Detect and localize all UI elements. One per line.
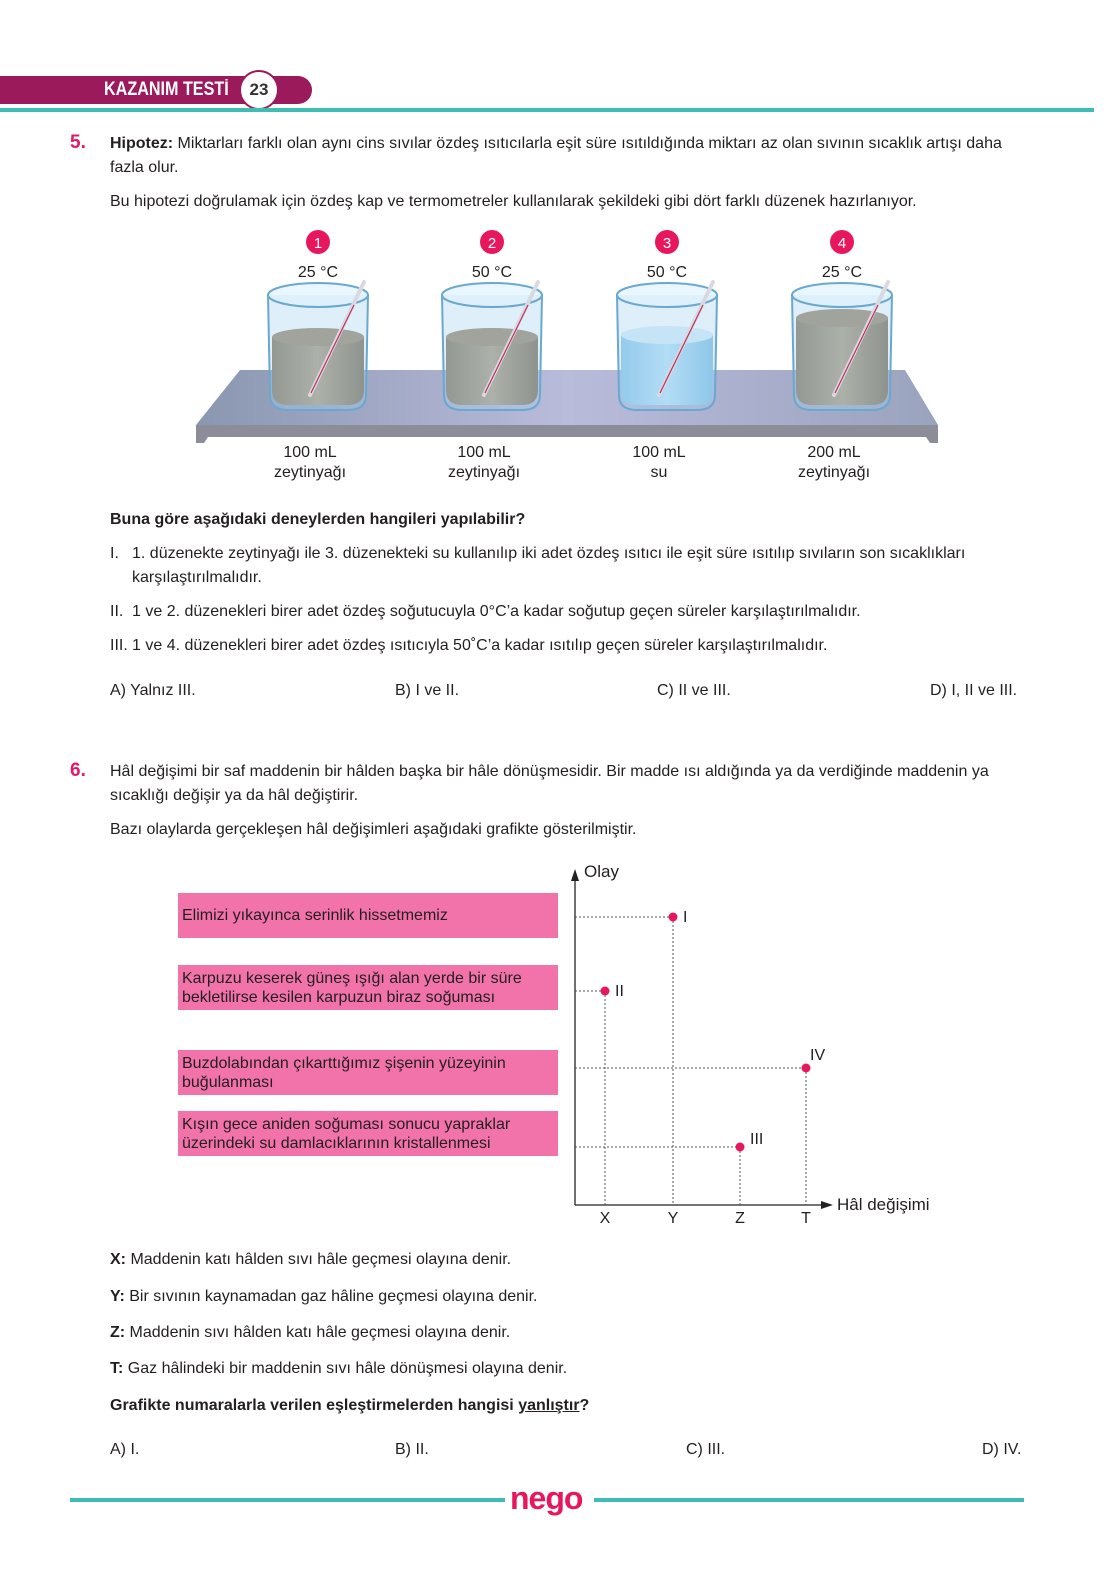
liquid-name: zeytinyağı: [797, 464, 871, 481]
def-text: Maddenin sıvı hâlden katı hâle geçmesi olayına denir.: [125, 1324, 511, 1341]
table-front: [196, 425, 938, 443]
x-tick-label: X: [599, 1210, 611, 1227]
point-label: I: [683, 909, 688, 926]
def-x: [110, 1248, 1025, 1272]
x-tick-label: Z: [735, 1210, 745, 1227]
q5-option-d[interactable]: D) I, II ve III.: [930, 682, 1018, 699]
x-tick-label: T: [801, 1210, 811, 1227]
beaker-setup-1: [268, 230, 368, 410]
q5-option-a[interactable]: A) Yalnız III.: [110, 682, 196, 699]
footer-line-right: [594, 1498, 1024, 1502]
beaker: [617, 295, 717, 410]
def-z: [110, 1321, 1025, 1345]
test-number-badge: 23: [239, 70, 279, 110]
beaker: [442, 295, 542, 410]
setup-number: 1: [313, 235, 323, 252]
statement-num: I.: [110, 545, 119, 562]
x-tick-label: Y: [667, 1210, 679, 1227]
def-text: Gaz hâlindeki bir maddenin sıvı hâle dönüşmesi olayına denir.: [123, 1360, 568, 1377]
statement-iii: [110, 634, 1025, 658]
beaker-setup-4: [792, 230, 892, 410]
question-6-number: 6.: [70, 760, 86, 781]
statement-i: [110, 542, 1025, 590]
def-key: X:: [110, 1251, 126, 1268]
event-box-2: Karpuzu keserek güneş ışığı alan yerde bir süre bekletilirse kesilen karpuzun biraz soğuması: [178, 965, 558, 1010]
question-5-number: 5.: [70, 132, 86, 153]
q5-hypothesis: [110, 132, 1025, 180]
liquid-amount: 100 mL: [632, 444, 686, 461]
liquid-amount: 100 mL: [283, 444, 337, 461]
q6-option-d[interactable]: D) IV.: [982, 1441, 1022, 1458]
x-axis-arrow: [821, 1201, 833, 1209]
initial-temperature: 50 °C: [471, 264, 513, 281]
setup-label: [599, 443, 719, 483]
q6-intro2: Bazı olaylarda gerçekleşen hâl değişimleri aşağıdaki grafikte gösterilmiştir.: [110, 821, 637, 838]
def-t: [110, 1357, 1025, 1381]
event-box-4: Kışın gece aniden soğuması sonucu yapraklar üzerindeki su damlacıklarının kristallenmesi: [178, 1111, 558, 1156]
data-point-I: [669, 913, 678, 922]
beaker: [792, 295, 892, 410]
setup-number: 4: [837, 235, 847, 252]
q5-question: Buna göre aşağıdaki deneylerden hangileri yapılabilir?: [110, 511, 526, 528]
point-label: III: [750, 1131, 764, 1148]
liquid-amount: 100 mL: [457, 444, 511, 461]
initial-temperature: 25 °C: [821, 264, 863, 281]
initial-temperature: 25 °C: [297, 264, 339, 281]
q5-statements: [110, 542, 1025, 658]
statement-text: 1 ve 2. düzenekleri birer adet özdeş soğutucuyla 0°C’a kadar soğutup geçen süreler karşılaştırılmalıdır.: [132, 603, 861, 620]
statement-text: 1. düzenekte zeytinyağı ile 3. düzenekteki su kullanılıp iki adet özdeş ısıtıcı ile eşit süre ısıtılıp sıvıların son sıcaklıkları karşılaştırılmalıdır.: [132, 545, 966, 586]
event-box-1: Elimizi yıkayınca serinlik hissetmemiz: [178, 893, 558, 938]
liquid-amount: 200 mL: [807, 444, 861, 461]
state-change-graph: [560, 855, 960, 1235]
data-point-III: [736, 1143, 745, 1152]
q6-option-a[interactable]: A) I.: [110, 1441, 140, 1458]
statement-text: 1 ve 4. düzenekleri birer adet özdeş ısıtıcıyla 50˚C’a kadar ısıtılıp geçen süreler karşılaştırılmalıdır.: [132, 637, 828, 654]
statement-ii: [110, 600, 1025, 624]
liquid-name: zeytinyağı: [273, 464, 347, 481]
hypothesis-text: Miktarları farklı olan aynı cins sıvılar özdeş ısıtıcılarla eşit süre ısıtıldığında miktarı az olan sıvının sıcaklık artışı daha fazla olur.: [110, 135, 1002, 176]
q6-question-mark: ?: [579, 1397, 590, 1414]
statement-num: II.: [110, 603, 124, 620]
setup-label: [250, 443, 370, 483]
header-divider: [0, 108, 1094, 112]
def-y: [110, 1285, 1025, 1309]
statement-num: III.: [110, 637, 128, 654]
def-key: T:: [110, 1360, 124, 1377]
point-label: II: [615, 983, 624, 1000]
footer-line-left: [70, 1498, 505, 1502]
setup-label: [774, 443, 894, 483]
q6-intro: Hâl değişimi bir saf maddenin bir hâlden başka bir hâle dönüşmesidir. Bir madde ısı aldığında ya da verdiğinde maddenin ya sıcaklığı değişir ya da hâl değiştirir.: [110, 763, 989, 804]
def-text: Bir sıvının kaynamadan gaz hâline geçmesi olayına denir.: [124, 1288, 538, 1305]
liquid-name: zeytinyağı: [447, 464, 521, 481]
q6-option-c[interactable]: C) III.: [686, 1441, 726, 1458]
beaker-setup-2: [442, 230, 542, 410]
beaker-setup-3: [617, 230, 717, 410]
liquid-name: su: [650, 464, 668, 481]
q6-question: [110, 1394, 1025, 1418]
header-title: KAZANIM TESTİ: [104, 79, 229, 100]
beaker: [268, 295, 368, 410]
data-point-IV: [802, 1064, 811, 1073]
def-key: Y:: [110, 1288, 125, 1305]
hypothesis-label: Hipotez:: [110, 135, 174, 152]
data-point-II: [601, 987, 610, 996]
q6-question-text: Grafikte numaralarla verilen eşleştirmelerden hangisi: [110, 1397, 519, 1414]
event-box-3: Buzdolabından çıkarttığımız şişenin yüzeyinin buğulanması: [178, 1050, 558, 1095]
q5-option-b[interactable]: B) I ve II.: [395, 682, 460, 699]
def-key: Z:: [110, 1324, 126, 1341]
y-axis-arrow: [571, 869, 579, 881]
setup-number: 3: [662, 235, 672, 252]
q6-option-b[interactable]: B) II.: [395, 1441, 429, 1458]
setup-number: 2: [487, 235, 497, 252]
q6-question-emphasis: yanlıştır: [518, 1397, 580, 1414]
x-axis-label: Hâl değişimi: [837, 1195, 930, 1214]
q5-setup-text: Bu hipotezi doğrulamak için özdeş kap ve termometreler kullanılarak şekildeki gibi dört farklı düzenek hazırlanıyor.: [110, 193, 917, 210]
q5-option-c[interactable]: C) II ve III.: [657, 682, 731, 699]
publisher-logo: nego: [510, 1480, 583, 1516]
def-text: Maddenin katı hâlden sıvı hâle geçmesi olayına denir.: [126, 1251, 512, 1268]
y-axis-label: Olay: [584, 862, 619, 881]
setup-label: [424, 443, 544, 483]
point-label: IV: [810, 1047, 826, 1064]
initial-temperature: 50 °C: [646, 264, 688, 281]
